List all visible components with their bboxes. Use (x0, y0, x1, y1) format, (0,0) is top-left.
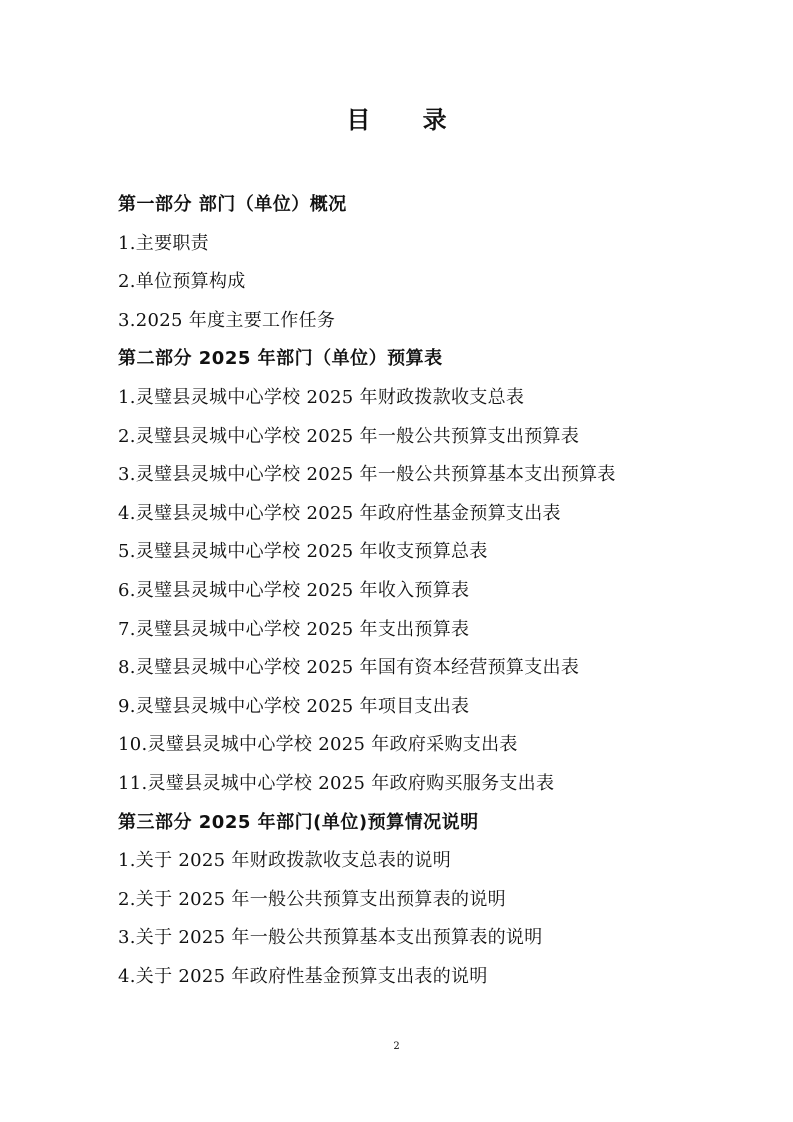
toc-entry: 3.灵璧县灵城中心学校 2025 年一般公共预算基本支出预算表 (118, 464, 616, 486)
toc-entry: 1.主要职责 (118, 232, 209, 254)
toc-entry: 4.关于 2025 年政府性基金预算支出表的说明 (118, 965, 488, 987)
toc-entry: 8.灵璧县灵城中心学校 2025 年国有资本经营预算支出表 (118, 657, 580, 679)
toc-entry: 6.灵璧县灵城中心学校 2025 年收入预算表 (118, 579, 470, 601)
toc-entry: 11.灵璧县灵城中心学校 2025 年政府购买服务支出表 (118, 772, 555, 794)
toc-entry: 4.灵璧县灵城中心学校 2025 年政府性基金预算支出表 (118, 502, 561, 524)
toc-entry: 10.灵璧县灵城中心学校 2025 年政府采购支出表 (118, 734, 518, 756)
page-title: 目 录 (346, 106, 469, 134)
toc-entry: 3.2025 年度主要工作任务 (118, 309, 336, 331)
toc-entry: 2.灵璧县灵城中心学校 2025 年一般公共预算支出预算表 (118, 425, 580, 447)
toc-section-heading: 第二部分 2025 年部门（单位）预算表 (118, 348, 443, 370)
page-number: 2 (393, 1041, 400, 1052)
toc-entry: 1.灵璧县灵城中心学校 2025 年财政拨款收支总表 (118, 386, 525, 408)
toc-entry: 7.灵璧县灵城中心学校 2025 年支出预算表 (118, 618, 470, 640)
toc-entry: 5.灵璧县灵城中心学校 2025 年收支预算总表 (118, 541, 488, 563)
toc-section-heading: 第三部分 2025 年部门(单位)预算情况说明 (118, 811, 479, 833)
table-of-contents (118, 186, 718, 996)
toc-entry: 1.关于 2025 年财政拨款收支总表的说明 (118, 850, 452, 872)
toc-section-heading: 第一部分 部门（单位）概况 (118, 194, 347, 215)
toc-entry: 2.关于 2025 年一般公共预算支出预算表的说明 (118, 888, 506, 910)
toc-entry: 2.单位预算构成 (118, 271, 246, 293)
toc-entry: 9.灵璧县灵城中心学校 2025 年项目支出表 (118, 695, 470, 717)
toc-entry: 3.关于 2025 年一般公共预算基本支出预算表的说明 (118, 927, 543, 949)
